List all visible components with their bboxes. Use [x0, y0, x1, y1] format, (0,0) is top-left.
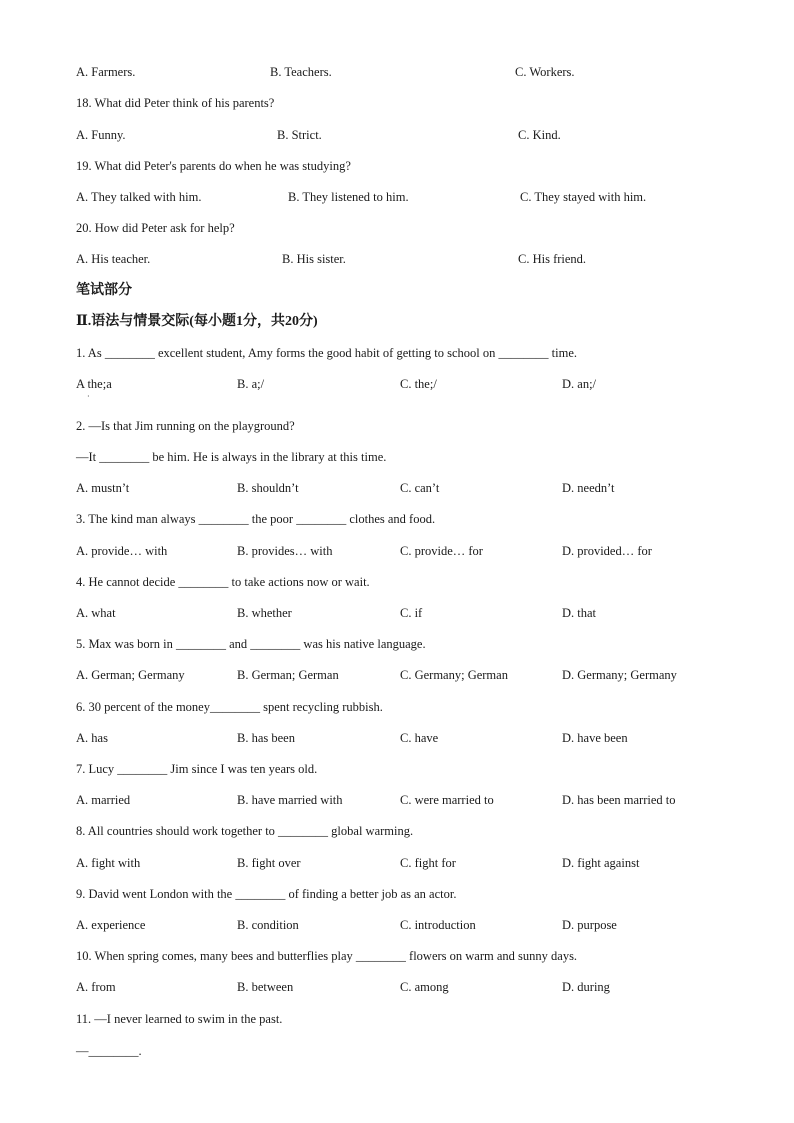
grammar-section-heading: Ⅱ.语法与情景交际(每小题1分，共20分)	[76, 314, 318, 329]
question-10-stem: 10. When spring comes, many bees and butterflies play ________ flowers on warm and sunny days.	[76, 949, 578, 963]
q18-option-b: B. Strict.	[277, 128, 322, 142]
q2-option-a: A. mustn’t	[76, 481, 130, 495]
q1-option-c: C. the;/	[400, 377, 437, 391]
q19-option-a: A. They talked with him.	[76, 190, 202, 204]
q9-option-a: A. experience	[76, 918, 146, 932]
q10-option-d: D. during	[562, 980, 610, 994]
q4-option-b: B. whether	[237, 606, 292, 620]
written-part-heading: 笔试部分	[76, 283, 132, 298]
question-1-stem: 1. As ________ excellent student, Amy forms the good habit of getting to school on ________ time.	[76, 346, 577, 360]
question-8-stem: 8. All countries should work together to ________ global warming.	[76, 824, 414, 838]
q18-option-a: A. Funny.	[76, 128, 126, 142]
q10-option-a: A. from	[76, 980, 116, 994]
q10-option-c: C. among	[400, 980, 449, 994]
q20-option-c: C. His friend.	[518, 252, 587, 266]
q6-option-a: A. has	[76, 731, 108, 745]
q5-option-a: A. German; Germany	[76, 668, 185, 682]
q20-option-a: A. His teacher.	[76, 252, 151, 266]
q5-option-c: C. Germany; German	[400, 668, 508, 682]
q4-option-a: A. what	[76, 606, 116, 620]
q20-stem: 20. How did Peter ask for help?	[76, 221, 235, 235]
q2-option-d: D. needn’t	[562, 481, 615, 495]
question-2-reply: —It ________ be him. He is always in the library at this time.	[76, 450, 387, 464]
q3-option-b: B. provides… with	[237, 544, 333, 558]
q1-option-b: B. a;/	[237, 377, 265, 391]
q2-option-c: C. can’t	[400, 481, 440, 495]
q18-option-c: C. Kind.	[518, 128, 561, 142]
q3-option-d: D. provided… for	[562, 544, 652, 558]
q7-option-b: B. have married with	[237, 793, 343, 807]
q18-stem: 18. What did Peter think of his parents?	[76, 96, 275, 110]
q3-option-c: C. provide… for	[400, 544, 483, 558]
question-4-stem: 4. He cannot decide ________ to take actions now or wait.	[76, 575, 370, 589]
question-2-stem: 2. —Is that Jim running on the playground?	[76, 419, 295, 433]
q7-option-c: C. were married to	[400, 793, 494, 807]
question-3-stem: 3. The kind man always ________ the poor ________ clothes and food.	[76, 512, 436, 526]
q9-option-b: B. condition	[237, 918, 299, 932]
q5-option-d: D. Germany; Germany	[562, 668, 677, 682]
q4-option-c: C. if	[400, 606, 423, 620]
q8-option-d: D. fight against	[562, 856, 640, 870]
q9-option-c: C. introduction	[400, 918, 476, 932]
q17-option-c: C. Workers.	[515, 65, 575, 79]
question-7-stem: 7. Lucy ________ Jim since I was ten years old.	[76, 762, 318, 776]
question-6-stem: 6. 30 percent of the money________ spent recycling rubbish.	[76, 700, 383, 714]
q1-option-d: D. an;/	[562, 377, 597, 391]
q6-option-d: D. have been	[562, 731, 628, 745]
q8-option-a: A. fight with	[76, 856, 141, 870]
q19-option-b: B. They listened to him.	[288, 190, 409, 204]
q3-option-a: A. provide… with	[76, 544, 168, 558]
question-5-stem: 5. Max was born in ________ and ________ was his native language.	[76, 637, 426, 651]
option-dot-mark: ·	[87, 392, 90, 401]
q9-option-d: D. purpose	[562, 918, 617, 932]
q10-option-b: B. between	[237, 980, 294, 994]
q8-option-c: C. fight for	[400, 856, 456, 870]
q5-option-b: B. German; German	[237, 668, 339, 682]
q8-option-b: B. fight over	[237, 856, 301, 870]
question-11-stem: 11. —I never learned to swim in the past.	[76, 1012, 283, 1026]
question-11-reply: —________.	[76, 1044, 142, 1058]
q19-stem: 19. What did Peter's parents do when he was studying?	[76, 159, 351, 173]
q20-option-b: B. His sister.	[282, 252, 346, 266]
q6-option-c: C. have	[400, 731, 439, 745]
q17-option-b: B. Teachers.	[270, 65, 332, 79]
q7-option-d: D. has been married to	[562, 793, 676, 807]
q6-option-b: B. has been	[237, 731, 295, 745]
q2-option-b: B. shouldn’t	[237, 481, 299, 495]
question-9-stem: 9. David went London with the ________ of finding a better job as an actor.	[76, 887, 457, 901]
q7-option-a: A. married	[76, 793, 131, 807]
q4-option-d: D. that	[562, 606, 597, 620]
q1-option-a: A the;a	[76, 377, 112, 391]
q19-option-c: C. They stayed with him.	[520, 190, 647, 204]
q17-option-a: A. Farmers.	[76, 65, 136, 79]
